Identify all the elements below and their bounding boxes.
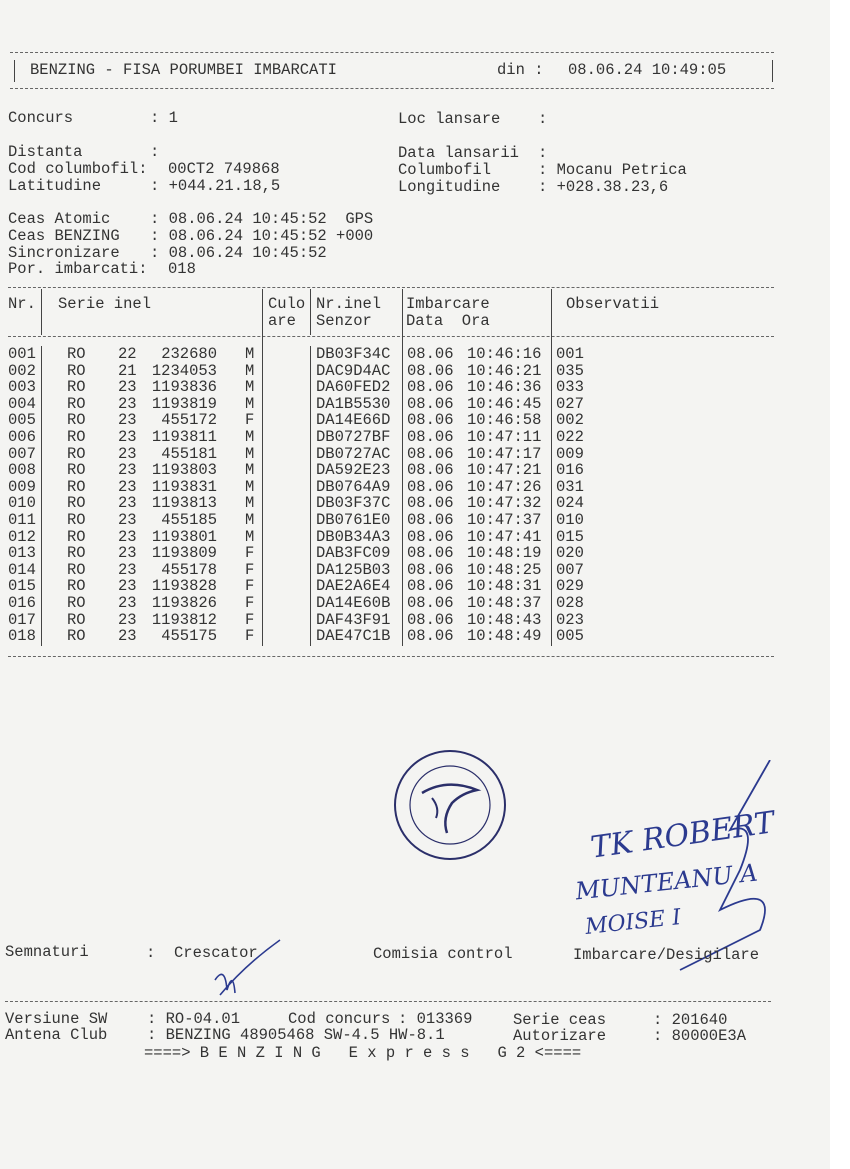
- row-number: 010: [8, 494, 36, 513]
- row-number: 013: [8, 544, 36, 563]
- boarding-date: 08.06: [407, 594, 454, 612]
- col-header-nr-inel: Nr.inel: [316, 295, 382, 313]
- year: 23: [118, 411, 137, 430]
- data-lansarii-value: :: [538, 144, 548, 162]
- sex: M: [245, 527, 255, 546]
- country: RO: [67, 594, 86, 612]
- ring-number: 1193836: [151, 378, 217, 397]
- ring-number: 455181: [161, 444, 217, 463]
- boarding-date: 08.06: [407, 461, 454, 480]
- cod-concurs-label: Cod concurs: [288, 1010, 391, 1028]
- sensor-id: DA14E66D: [316, 411, 391, 430]
- table-row: [0, 363, 800, 380]
- sex: F: [245, 544, 255, 563]
- year: 23: [118, 594, 137, 612]
- observation: 029: [556, 577, 584, 596]
- boarding-date: 08.06: [407, 361, 454, 380]
- boarding-date: 08.06: [407, 511, 454, 529]
- antena-club-label: Antena Club: [5, 1026, 108, 1044]
- col-header-serie: Serie inel: [58, 295, 152, 313]
- year: 22: [118, 345, 137, 363]
- sensor-id: DB03F37C: [316, 494, 391, 513]
- autorizare-label: Autorizare: [513, 1027, 607, 1045]
- country: RO: [67, 527, 86, 546]
- ring-number: 1193826: [151, 594, 217, 612]
- observation: 009: [556, 444, 584, 463]
- scan-margin: [830, 0, 850, 1169]
- table-row: [0, 545, 800, 562]
- porumbei-imbarcati-label: Por. imbarcati:: [8, 260, 148, 278]
- year: 23: [118, 394, 137, 413]
- loc-lansare-value: :: [538, 110, 548, 128]
- versiune-sw-label: Versiune SW: [5, 1010, 108, 1028]
- boarding-time: 10:47:41: [467, 527, 542, 546]
- sensor-id: DB0764A9: [316, 477, 391, 496]
- row-number: 011: [8, 511, 36, 529]
- row-number: 004: [8, 394, 36, 413]
- year: 23: [118, 444, 137, 463]
- sex: M: [245, 428, 255, 446]
- ceas-atomic-label: Ceas Atomic: [8, 210, 111, 228]
- observation: 033: [556, 378, 584, 397]
- boarding-date: 08.06: [407, 428, 454, 446]
- sensor-id: DAB3FC09: [316, 544, 391, 563]
- sensor-id: DB0761E0: [316, 511, 391, 529]
- table-row: [0, 379, 800, 396]
- ceas-atomic-value: : 08.06.24 10:45:52 GPS: [150, 210, 374, 228]
- boarding-time: 10:47:26: [467, 477, 542, 496]
- col-header-culoare-2: are: [268, 312, 296, 330]
- row-number: 002: [8, 361, 36, 380]
- observation: 020: [556, 544, 584, 563]
- year: 23: [118, 544, 137, 563]
- boarding-time: 10:46:21: [467, 361, 542, 380]
- sensor-id: DAE47C1B: [316, 627, 391, 646]
- observation: 023: [556, 610, 584, 629]
- longitudine-value: : +028.38.23,6: [538, 178, 669, 196]
- sex: M: [245, 378, 255, 397]
- observation: 007: [556, 560, 584, 579]
- boarding-date: 08.06: [407, 477, 454, 496]
- observation: 035: [556, 361, 584, 380]
- sensor-id: DAC9D4AC: [316, 361, 391, 380]
- row-number: 014: [8, 560, 36, 579]
- year: 23: [118, 494, 137, 513]
- year: 21: [118, 361, 137, 380]
- boarding-date: 08.06: [407, 627, 454, 646]
- boarding-time: 10:47:21: [467, 461, 542, 480]
- observation: 005: [556, 627, 584, 646]
- boarding-time: 10:46:45: [467, 394, 542, 413]
- ring-number: 1193813: [151, 494, 217, 513]
- sex: M: [245, 494, 255, 513]
- association-stamp: [392, 748, 512, 863]
- country: RO: [67, 494, 86, 513]
- table-header-border: [8, 336, 774, 337]
- sex: F: [245, 560, 255, 579]
- sensor-id: DB03F34C: [316, 345, 391, 363]
- row-number: 009: [8, 477, 36, 496]
- sensor-id: DB0B34A3: [316, 527, 391, 546]
- header-border-right: [772, 60, 773, 82]
- sensor-id: DA1B5530: [316, 394, 391, 413]
- cod-concurs-value: : 013369: [398, 1010, 473, 1028]
- table-row: [0, 612, 800, 629]
- boarding-date: 08.06: [407, 494, 454, 513]
- boarding-date: 08.06: [407, 378, 454, 397]
- sex: M: [245, 461, 255, 480]
- benzing-express-banner: ====> B E N Z I N G E x p r e s s G 2 <====: [144, 1044, 582, 1062]
- ring-number: 455185: [161, 511, 217, 529]
- longitudine-label: Longitudine: [398, 178, 501, 196]
- cod-columbofil-label: Cod columbofil:: [8, 160, 148, 178]
- boarding-date: 08.06: [407, 610, 454, 629]
- sex: M: [245, 477, 255, 496]
- ceas-benzing-value: : 08.06.24 10:45:52 +000: [150, 227, 374, 245]
- ring-number: 1193828: [151, 577, 217, 596]
- observation: 015: [556, 527, 584, 546]
- year: 23: [118, 428, 137, 446]
- boarding-time: 10:48:49: [467, 627, 542, 646]
- year: 23: [118, 610, 137, 629]
- document-title: BENZING - FISA PORUMBEI IMBARCATI: [30, 61, 337, 79]
- row-number: 017: [8, 610, 36, 629]
- boarding-date: 08.06: [407, 527, 454, 546]
- sensor-id: DA14E60B: [316, 594, 391, 612]
- sex: M: [245, 345, 255, 363]
- boarding-date: 08.06: [407, 544, 454, 563]
- observation: 001: [556, 345, 584, 363]
- sensor-id: DB0727AC: [316, 444, 391, 463]
- year: 23: [118, 461, 137, 480]
- ring-number: 1193801: [151, 527, 217, 546]
- boarding-time: 10:47:32: [467, 494, 542, 513]
- boarding-date: 08.06: [407, 444, 454, 463]
- signature-tk-robert: TK ROBERT: [588, 805, 777, 866]
- sensor-id: DA60FED2: [316, 378, 391, 397]
- row-number: 001: [8, 345, 36, 363]
- columbofil-label: Columbofil: [398, 161, 492, 179]
- country: RO: [67, 577, 86, 596]
- boarding-date: 08.06: [407, 411, 454, 430]
- table-row: [0, 479, 800, 496]
- columbofil-value: : Mocanu Petrica: [538, 161, 687, 179]
- observation: 024: [556, 494, 584, 513]
- sensor-id: DB0727BF: [316, 428, 391, 446]
- observation: 016: [556, 461, 584, 480]
- boarding-date: 08.06: [407, 394, 454, 413]
- distanta-value: :: [150, 143, 160, 161]
- col-header-senzor: Senzor: [316, 312, 372, 330]
- table-row: [0, 562, 800, 579]
- sex: M: [245, 394, 255, 413]
- table-row: [0, 495, 800, 512]
- row-number: 005: [8, 411, 36, 430]
- table-row: [0, 529, 800, 546]
- divider: [310, 289, 311, 335]
- concurs-label: Concurs: [8, 109, 74, 127]
- concurs-value: : 1: [150, 109, 178, 127]
- table-row: [0, 578, 800, 595]
- row-number: 016: [8, 594, 36, 612]
- sex: F: [245, 594, 255, 612]
- boarding-time: 10:47:11: [467, 428, 542, 446]
- table-row: [0, 595, 800, 612]
- sex: F: [245, 610, 255, 629]
- country: RO: [67, 378, 86, 397]
- header-border-top: [10, 52, 774, 53]
- ring-number: 455172: [161, 411, 217, 430]
- distanta-label: Distanta: [8, 143, 83, 161]
- sensor-id: DAE2A6E4: [316, 577, 391, 596]
- sincronizare-value: : 08.06.24 10:45:52: [150, 244, 327, 262]
- sensor-id: DA592E23: [316, 461, 391, 480]
- ring-number: 1234053: [151, 361, 217, 380]
- latitudine-value: : +044.21.18,5: [150, 177, 281, 195]
- year: 23: [118, 577, 137, 596]
- crescator-label: Crescator: [174, 944, 258, 962]
- country: RO: [67, 544, 86, 563]
- ceas-benzing-label: Ceas BENZING: [8, 227, 120, 245]
- ring-number: 1193809: [151, 544, 217, 563]
- col-header-data-ora: Data Ora: [406, 312, 490, 330]
- boarding-time: 10:47:37: [467, 511, 542, 529]
- table-row: [0, 628, 800, 645]
- autorizare-value: : 80000E3A: [653, 1027, 747, 1045]
- country: RO: [67, 610, 86, 629]
- serie-ceas-label: Serie ceas: [513, 1011, 607, 1029]
- table-row: [0, 429, 800, 446]
- ring-number: 1193831: [151, 477, 217, 496]
- country: RO: [67, 627, 86, 646]
- col-header-observatii: Observatii: [566, 295, 660, 313]
- table-row: [0, 512, 800, 529]
- row-number: 015: [8, 577, 36, 596]
- table-row: [0, 396, 800, 413]
- sensor-id: DAF43F91: [316, 610, 391, 629]
- boarding-time: 10:48:37: [467, 594, 542, 612]
- boarding-time: 10:47:17: [467, 444, 542, 463]
- observation: 028: [556, 594, 584, 612]
- boarding-time: 10:46:58: [467, 411, 542, 430]
- year: 23: [118, 477, 137, 496]
- sex: F: [245, 627, 255, 646]
- country: RO: [67, 461, 86, 480]
- country: RO: [67, 345, 86, 363]
- ring-number: 1193803: [151, 461, 217, 480]
- boarding-date: 08.06: [407, 345, 454, 363]
- divider: [41, 289, 42, 335]
- table-row: [0, 412, 800, 429]
- observation: 031: [556, 477, 584, 496]
- sex: M: [245, 361, 255, 380]
- country: RO: [67, 511, 86, 529]
- boarding-time: 10:48:25: [467, 560, 542, 579]
- year: 23: [118, 560, 137, 579]
- year: 23: [118, 378, 137, 397]
- observation: 010: [556, 511, 584, 529]
- row-number: 018: [8, 627, 36, 646]
- year: 23: [118, 627, 137, 646]
- data-lansarii-label: Data lansarii: [398, 144, 519, 162]
- observation: 002: [556, 411, 584, 430]
- ring-number: 455178: [161, 560, 217, 579]
- ring-number: 455175: [161, 627, 217, 646]
- row-number: 012: [8, 527, 36, 546]
- country: RO: [67, 411, 86, 430]
- ring-number: 232680: [161, 345, 217, 363]
- porumbei-imbarcati-value: 018: [168, 260, 196, 278]
- serie-ceas-value: : 201640: [653, 1011, 728, 1029]
- semnaturi-label: Semnaturi: [5, 943, 89, 961]
- imbarcare-desigilare-label: Imbarcare/Desigilare: [573, 946, 760, 964]
- header-border-bottom: [10, 88, 774, 89]
- row-number: 007: [8, 444, 36, 463]
- sensor-id: DA125B03: [316, 560, 391, 579]
- ring-number: 1193812: [151, 610, 217, 629]
- country: RO: [67, 394, 86, 413]
- country: RO: [67, 477, 86, 496]
- versiune-sw-value: : RO-04.01: [147, 1010, 241, 1028]
- boarding-time: 10:48:43: [467, 610, 542, 629]
- boarding-time: 10:48:31: [467, 577, 542, 596]
- country: RO: [67, 428, 86, 446]
- antena-club-value: : BENZING 48905468 SW-4.5 HW-8.1: [147, 1026, 445, 1044]
- row-number: 008: [8, 461, 36, 480]
- row-number: 003: [8, 378, 36, 397]
- sex: M: [245, 511, 255, 529]
- table-row: [0, 462, 800, 479]
- sex: M: [245, 444, 255, 463]
- boarding-date: 08.06: [407, 577, 454, 596]
- footer-border: [5, 1001, 771, 1002]
- sincronizare-label: Sincronizare: [8, 244, 120, 262]
- observation: 022: [556, 428, 584, 446]
- country: RO: [67, 444, 86, 463]
- table-border-top: [8, 287, 774, 288]
- latitudine-label: Latitudine: [8, 177, 102, 195]
- year: 23: [118, 511, 137, 529]
- year: 23: [118, 527, 137, 546]
- semnaturi-colon: :: [146, 944, 156, 962]
- comisia-control-label: Comisia control: [373, 945, 513, 963]
- boarding-time: 10:46:36: [467, 378, 542, 397]
- boarding-time: 10:48:19: [467, 544, 542, 563]
- table-row: [0, 346, 800, 363]
- signature-moise: MOISE I: [583, 905, 683, 940]
- cod-columbofil-value: 00CT2 749868: [168, 160, 280, 178]
- sex: F: [245, 577, 255, 596]
- col-header-culoare: Culo: [268, 295, 306, 313]
- table-row: [0, 446, 800, 463]
- country: RO: [67, 361, 86, 380]
- print-date: 08.06.24 10:49:05: [568, 61, 727, 79]
- country: RO: [67, 560, 86, 579]
- col-header-imbarcare: Imbarcare: [406, 295, 490, 313]
- observation: 027: [556, 394, 584, 413]
- loc-lansare-label: Loc lansare: [398, 110, 501, 128]
- boarding-date: 08.06: [407, 560, 454, 579]
- date-label: din :: [497, 61, 544, 79]
- col-header-nr: Nr.: [8, 295, 36, 313]
- header-border-left: [14, 60, 15, 82]
- ring-number: 1193811: [151, 428, 217, 446]
- signature-munteanu: MUNTEANU A: [574, 858, 759, 906]
- table-border-bottom: [8, 656, 774, 657]
- boarding-time: 10:46:16: [467, 345, 542, 363]
- ring-number: 1193819: [151, 394, 217, 413]
- sex: F: [245, 411, 255, 430]
- row-number: 006: [8, 428, 36, 446]
